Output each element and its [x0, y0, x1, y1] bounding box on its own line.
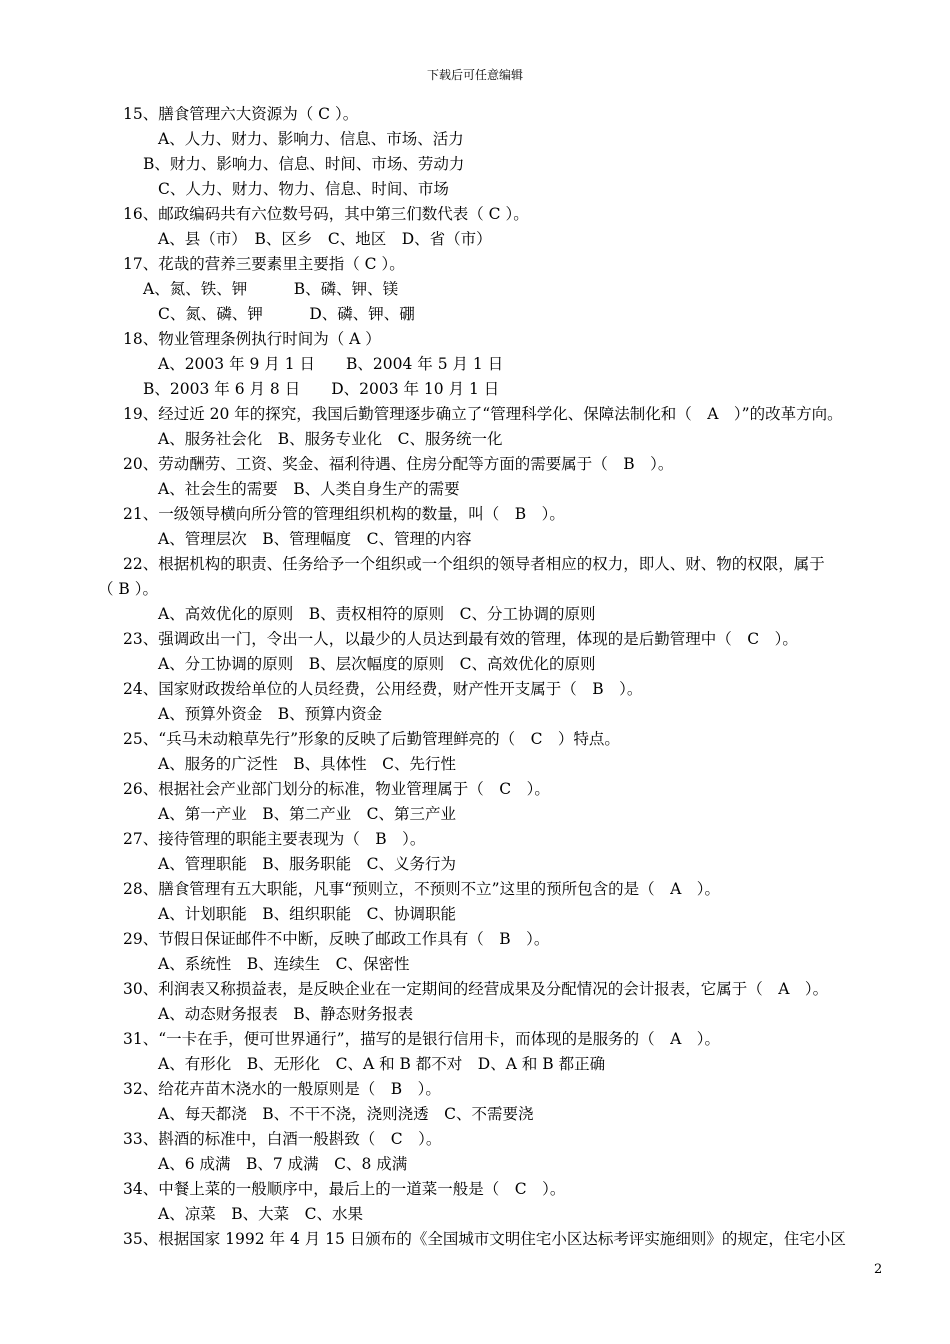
question-line: 34、中餐上菜的一般顺序中，最后上的一道菜一般是（ C ）。 [123, 1180, 566, 1198]
question-line: 33、斟酒的标准中，白酒一般斟致（ C ）。 [123, 1130, 442, 1148]
question-line: （ B ）。 [98, 580, 158, 598]
answer-options-line: A、凉菜 B、大菜 C、水果 [158, 1205, 363, 1223]
answer-options-line: A、2003 年 9 月 1 日 B、2004 年 5 月 1 日 [158, 355, 504, 373]
answer-options-line: A、管理职能 B、服务职能 C、义务行为 [158, 855, 456, 873]
answer-options-line: A、服务社会化 B、服务专业化 C、服务统一化 [158, 430, 503, 448]
answer-options-line: A、人力、财力、影响力、信息、市场、活力 [158, 130, 464, 148]
question-line: 15、膳食管理六大资源为（ C ）。 [123, 105, 359, 123]
answer-options-line: A、高效优化的原则 B、责权相符的原则 C、分工协调的原则 [158, 605, 596, 623]
answer-options-line: C、人力、财力、物力、信息、时间、市场 [158, 180, 449, 198]
answer-options-line: B、2003 年 6 月 8 日 D、2003 年 10 月 1 日 [143, 380, 500, 398]
answer-options-line: A、动态财务报表 B、静态财务报表 [158, 1005, 414, 1023]
question-line: 16、邮政编码共有六位数号码，其中第三们数代表（ C ）。 [123, 205, 529, 223]
page-number: 2 [874, 1262, 883, 1277]
question-line: 21、一级领导横向所分管的管理组织机构的数量，叫（ B ）。 [123, 505, 565, 523]
answer-options-line: A、社会生的需要 B、人类自身生产的需要 [158, 480, 460, 498]
answer-options-line: A、氮、铁、钾 B、磷、钾、镁 [143, 280, 399, 298]
page-header: 下载后可任意编辑 [426, 68, 523, 82]
question-line: 30、利润表又称损益表，是反映企业在一定期间的经营成果及分配情况的会计报表，它属于（ A ）。 [123, 980, 829, 998]
question-line: 17、花哉的营养三要素里主要指（ C ）。 [123, 255, 405, 273]
answer-options-line: C、氮、磷、钾 D、磷、钾、硼 [158, 305, 415, 323]
answer-options-line: A、管理层次 B、管理幅度 C、管理的内容 [158, 530, 472, 548]
answer-options-line: A、县（市） B、区乡 C、地区 D、省（市） [158, 230, 492, 248]
question-line: 35、根据国家 1992 年 4 月 15 日颁布的《全国城市文明住宅小区达标考评实施细则》的规定，住宅小区 [123, 1230, 846, 1248]
answer-options-line: A、第一产业 B、第二产业 C、第三产业 [158, 805, 456, 823]
question-line: 25、“兵马未动粮草先行”形象的反映了后勤管理鲜亮的（ C ）特点。 [123, 730, 620, 748]
question-line: 20、劳动酬劳、工资、奖金、福利待遇、住房分配等方面的需要属于（ B ）。 [123, 455, 674, 473]
question-line: 29、节假日保证邮件不中断，反映了邮政工作具有（ B ）。 [123, 930, 550, 948]
question-line: 23、强调政出一门，令出一人，以最少的人员达到最有效的管理，体现的是后勤管理中（ C ）。 [123, 630, 798, 648]
question-line: 24、国家财政拨给单位的人员经费，公用经费，财产性开支属于（ B ）。 [123, 680, 643, 698]
answer-options-line: A、服务的广泛性 B、具体性 C、先行性 [158, 755, 456, 773]
question-line: 31、“一卡在手，便可世界通行”，描写的是银行信用卡，而体现的是服务的（ A ）。 [123, 1030, 721, 1048]
question-line: 32、给花卉苗木浇水的一般原则是（ B ）。 [123, 1080, 441, 1098]
answer-options-line: B、财力、影响力、信息、时间、市场、劳动力 [143, 155, 465, 173]
question-line: 28、膳食管理有五大职能，凡事“预则立，不预则不立”这里的预所包含的是（ A ）。 [123, 880, 721, 898]
answer-options-line: A、6 成满 B、7 成满 C、8 成满 [158, 1155, 408, 1173]
answer-options-line: A、分工协调的原则 B、层次幅度的原则 C、高效优化的原则 [158, 655, 596, 673]
answer-options-line: A、计划职能 B、组织职能 C、协调职能 [158, 905, 456, 923]
answer-options-line: A、有形化 B、无形化 C、A 和 B 都不对 D、A 和 B 都正确 [158, 1055, 606, 1073]
answer-options-line: A、每天都浇 B、不干不浇，浇则浇透 C、不需要浇 [158, 1105, 534, 1123]
answer-options-line: A、预算外资金 B、预算内资金 [158, 705, 383, 723]
question-line: 27、接待管理的职能主要表现为（ B ）。 [123, 830, 426, 848]
question-line: 26、根据社会产业部门划分的标准，物业管理属于（ C ）。 [123, 780, 550, 798]
question-line: 18、物业管理条例执行时间为（ A ） [123, 330, 381, 348]
question-line: 22、根据机构的职责、任务给予一个组织或一个组织的领导者相应的权力，即人、财、物的权限，属于 [123, 555, 825, 573]
question-line: 19、经过近 20 年的探究，我国后勤管理逐步确立了“管理科学化、保障法制化和（ A ）”的改革方向。 [123, 405, 843, 423]
document-body [98, 102, 898, 1252]
answer-options-line: A、系统性 B、连续生 C、保密性 [158, 955, 410, 973]
